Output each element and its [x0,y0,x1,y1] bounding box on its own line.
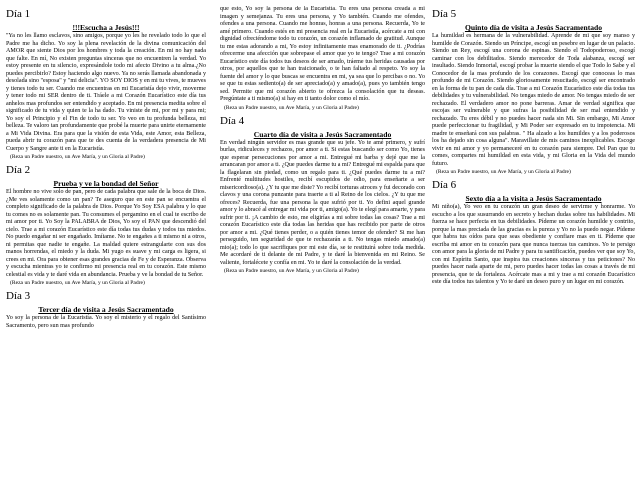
section-text: Mi niño(a), Yo veo en tu corazón un gran deseo de servirme y honrarme. Yo escucho a los que susurrando en secreto y hechan dudas sobre tus habilidades. Mi fuerza se hace perfecta en tus debilidades. Pídeme un corazón humilde y contrito, porque la mas preciada de las gracias es la pureza y Yo no la puedo negar. Pídeme que habra tus oídos para que seas obediente y confiare mas en ti. Pídeme que escriba mi amor en tu corazón para que nunca tuerzas tus caminos. Yo te persigo con amor para la gloria de mi Padre y para tu santificación, puedes ver que soy Yo, con mi Espíritu Santo, que inspira tus creaciones sinceras y tus peticiones? No puedes hacer nada aparte de mi, pero puedes hacer todas las cosas a través de mi presencia, que te da fortaleza. Acércate mas a mi y trae a mi corazón Eucarístico este día todos tus talentos y Yo te daré un deseo puro y un lugar en mi corazón. [432,204,635,285]
day-heading: Día 2 [6,164,31,176]
day-heading: Día 5 [432,8,457,20]
section-title: Tercer día de visita a Jesús Sacramentado [38,305,174,314]
day-heading: Día 6 [432,179,457,191]
prayer-note: (Reza un Padre nuestro, un Ave María, y un Gloria al Padre) [224,268,359,274]
prayer-note: (Reza un Padre nuestro, un Ave María, y un Gloria al Padre) [10,154,145,160]
section-text: que esto, Yo soy la persona de la Eucaristía. Tu eres una persona creada a mi imagen y semejanza. Tu eres una persona, y Yo también. Cuando me ofendes, ofendes a una persona. Cuando me honras, honras a una persona. Recuerda, Yo te amé primero. Cuando estés en mi presencia real en la Eucaristía, acércate a mi con dignidad ofreciéndome todo tu corazón, un corazón inflamado de gratitud. Aunque tu me estas adorando a mi, Yo estoy infinitamente mas enamorado de ti. ¿Podrías ofrecerme una afección que sobrepase el amor que yo te tengo? Trae a mi corazón Eucarístico este día todos tus deseos de ser amado, tráeme tus heridas causadas por otros, por aquellos que te han traicionado, o te han faltado al respeto. Yo soy la fuente del amor y lo que buscas se encuentra en mi, ya sea que lo percibas o no. Yo se que tu estas sediento(a) de ser apreciado(a) y amado(a), pues yo también tengo sed. Permite que mi corazón abierto te ofrezca la consolación que tu deseas. Pregúntate a ti mismo(a) si hay en ti tanto dolor como el mío. [220,6,425,102]
section-title: Prueba y ve la bondad del Señor [53,179,159,188]
day-heading: Día 3 [6,290,31,302]
column-3 [432,6,635,492]
section-text: La humildad es hermana de la vulnerabilidad. Aprende de mi que soy manso y humilde de Corazón. Siendo un Príncipe, escogí un pesebre en lugar de un palacio. Siendo un Rey, escogí una corona de espinas. Siendo el Todopoderoso, escogí caminar con los debilitados. Siendo merecedor de Toda alabanza, escogí ser insultado. Siendo Inmortal, escogí probar la muerte siendo el que Todo lo Sabe y el Conocedor de la mas profundo de los corazones. Escogí que conoceas lo mas profundo de mi Corazón. Siendo gloriosamente resucitado, escogí ser encontrado en la forma de tu pan de cada día. Trae a mi Corazón Eucarístico este día todas tus debilidades y tu vulnerabilidad. No tengas miedo de amor. No tengas miedo de ser rechazado. El verdadero amor no pone barreras. Amar de verdad significa que escojas ser vulnerable y que sufras la posibilidad de ser mal entendido y rechazado. Tu eres débil y no puedes hacer nada sin Mi. Sin embargo, Mi Amor puede perfeccionar tu fragilidad, y Mi Poder ser expresado en tu impotencia. Mi madre te enseñará con sus palabras. " Ha alzado a los humildes y a los poderosos los ha dejado sin cosa alguna". Maravillate de mis caminos inexplicables. Escoge vivir en mi amor y yo permaneceré en tu corazón para siempre. Del Pan que tu comes, compartes mi humildad en esta vida, y mi Gloria en la Vida del mundo futuro. [432,33,635,167]
prayer-note: (Reza un Padre nuestro, un Ave María, y un Gloria al Padre) [436,169,571,175]
day-heading: Día 1 [6,8,31,20]
section-title: Cuarto día de visita a Jesús Sacramentado [253,129,392,139]
section-text: En verdad ningún servidor es mas grande que su jefe. Yo te amé primero, y sufrí burlas, ridiculeces y rechazos, por amor a ti. Si estas buscando ser como Yo, tienes que esperar persecuciones por amor a mi. Entregué mi barba y dejé que me la arrancaran por amor a ti. ¿Que puedes darme tu a mi? Entregué mi espalda para que la flagelaran sin piedad, como un regalo para ti. ¿Qué puedes darme tu a mi? Enfrenté multitudes hostiles, recibí escupidos de odio, para enseñarte a ser misericordioso(a). ¿Y tu que me diste? Yo recibí torturas atroces y fui decorado con clavos y una corona punzante para traerte a ti al Reino de los cielos. ¿Y tu que me ofreces? Recuerda, fue una persona la que sufrió por ti. Yo defini aquel grande amor y lo abracé al entregar mi vida por ti, amigo(a). Yo te elegí para amarte, y para sufrir por ti. ¡A cambio de esto, me eligirías a mi sobre todas las cosas? Trae a mi corazón Eucarístico este día todas las heridas que has recibido por parte de otros por amor a mi. ¿Qué tienes perder, o a quién tienes temor de ofender? Si me han perseguido, ten seguridad de que te rechazarán a ti. No tengas miedo amado(a) mio(a); todo lo que sacrifiques por mi este día, se te restituirá sobre toda medida. Me acordaré de ti delante de mi Padre, y te daré la bienvenida en mi Reino. Se valiente, fortalécete y confía en mi. Yo te daré la consolación de la verdad. [220,139,425,266]
section-text: Yo soy la persona de la Eucaristía. Yo soy el misterio y el regalo del Santísimo Sacramento, pero sun mas profundo [6,315,206,329]
day-heading: Día 4 [220,114,245,127]
section-title: !!!Escucha a Jesús!!! [72,23,140,32]
section-text: El hombre no vive solo de pan, pero de cada palabra que sale de la boca de Dios. ¿Me ves solamente como un pan? Te aseguro que en este pan se encuentra el completo significado de la palabra de Dios. Porque Yo Soy ESA palabra y lo que tu comes no es solamente pan. Tu consumes el pergamino en el cual te escribo de mi amor por ti. Yo Soy la PALABRA de Dios, Yo soy el PAN que descendió del cielo. Trae a mi corazón Eucarístico este día todas tus dudas y todos tus miedos. No puedo engañar ni ser engañado. Imítame. No te engañes a ti mismo ni a otros, ni permitas que nadie te engañe. La maldad quiere estrangularte con sus dos manos horrendas, el miedo y la duda. Mi yugo es suave y mi carga es ligera, si crees en mi. Ora para obtener esas grandes gracias de Fe y de Esperanza. Observa y escucha mientras yo te confirmo mi presencia real en tu corazón. Este mismo celestial es vida y te daré vida en abundancia. Prueba y ve la bondad de tu Señor. [6,189,206,278]
prayer-note: (Reza un Padre nuestro, un Ave María, y un Gloria al Padre) [10,280,145,286]
prayer-note: (Reza un Padre nuestro, un Ave María, y un Gloria al Padre) [224,104,359,111]
column-2 [220,6,425,492]
section-title: Quinto día de visita a Jesús Sacramentado [464,23,603,32]
section-text: "Ya no les llamo esclavos, sino amigos, porque yo les he revelado todo lo que el Padre me ha dicho. Yo soy la plena revelación de la divina comunicación del AMOR que siente Dios por los hombres y toda la creación. En mi no hay nada que falte. En mí, No existen preguntas sinceras que no encuentren la verdad. Yo estoy presente en tu silencio, expresándole todo mi afecto Divino a tu alma.¿No puedes percibirlo? Estoy haciendo algo nuevo. Ya no serás llamada abandonada y desolada sino "esposa" y "mi delicia". YO SOY DIOS y en mi tu vives, te mueves y tienes todo tu ser. Cuando me encuentras en mi Eucaristía dejo vivir, moverme y tener todo mi SER dentro de ti. Tráele a mi Corazón Eucarístico este día tus anhelos mas profundos ser entendido y aceptado. En mi presencia medita sobre el significado de tu vida y quien te la ha dado. Tu viniste de mi, por mi y para mi; Yo soy el Principio y el Fin de todo tu ser. Yo veo en tu profunda belleza, mi belleza. Te valoro tan profundamente que probé la muerte para unirte eternamente a Mi Vida Divina. Era para que la visión de esta Vida, este Amor, esta Belleza, pueda abrir tu corazón para que te des cuenta de la verdadera presencia de Mi Cuerpo y Sangre ante ti en la Eucaristía. [6,33,206,152]
column-1 [6,6,206,492]
section-title: Sexto día a la visita a Jesús Sacramentado [465,194,602,203]
